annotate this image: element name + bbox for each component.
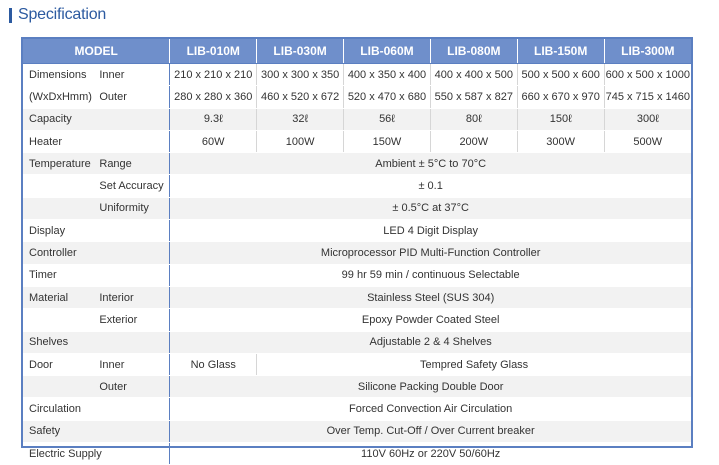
table-cell: 100W [257, 130, 344, 152]
model-col-header: LIB-060M [344, 39, 431, 64]
row-label: Door [23, 353, 95, 375]
row-material-exterior [23, 309, 691, 331]
table-cell: Silicone Packing Double Door [170, 376, 691, 398]
table-cell: 56ℓ [344, 108, 431, 130]
model-col-header: LIB-150M [517, 39, 604, 64]
table-cell: ± 0.5°C at 37°C [170, 197, 691, 219]
table-cell: Adjustable 2 & 4 Shelves [170, 331, 691, 353]
table-cell: 460 x 520 x 672 [257, 86, 344, 108]
model-col-header: LIB-030M [257, 39, 344, 64]
table-cell: 745 x 715 x 1460 [604, 86, 691, 108]
row-electric-supply [23, 443, 691, 465]
model-header: MODEL [23, 39, 170, 64]
specification-table [23, 39, 691, 465]
section-title: Specification [18, 6, 107, 23]
row-capacity [23, 108, 691, 130]
table-cell: 550 x 587 x 827 [430, 86, 517, 108]
table-cell: No Glass [170, 353, 257, 375]
model-col-header: LIB-010M [170, 39, 257, 64]
row-label-empty [23, 175, 95, 197]
row-temperature-accuracy [23, 175, 691, 197]
table-cell: 200W [430, 130, 517, 152]
row-safety [23, 420, 691, 442]
row-sublabel: Inner [95, 64, 169, 86]
table-cell: 400 x 350 x 400 [344, 64, 431, 86]
row-label: Dimensions [23, 64, 95, 86]
header-row [23, 39, 691, 64]
table-cell: 520 x 470 x 680 [344, 86, 431, 108]
row-shelves [23, 331, 691, 353]
table-cell: LED 4 Digit Display [170, 220, 691, 242]
table-cell: Microprocessor PID Multi-Function Controller [170, 242, 691, 264]
row-circulation [23, 398, 691, 420]
heading-accent-bar [9, 8, 12, 23]
table-cell: 500 x 500 x 600 [517, 64, 604, 86]
row-label: Display [23, 220, 170, 242]
table-cell: Over Temp. Cut-Off / Over Current breaker [170, 420, 691, 442]
table-cell: 500W [604, 130, 691, 152]
model-col-header: LIB-080M [430, 39, 517, 64]
table-cell: 400 x 400 x 500 [430, 64, 517, 86]
row-sublabel: Uniformity [95, 197, 169, 219]
row-material-interior [23, 286, 691, 308]
row-door-inner [23, 353, 691, 375]
row-sublabel: Range [95, 153, 169, 175]
table-cell: 80ℓ [430, 108, 517, 130]
section-heading [9, 4, 106, 26]
table-cell: 280 x 280 x 360 [170, 86, 257, 108]
row-label: Heater [23, 130, 170, 152]
table-cell: 150ℓ [517, 108, 604, 130]
table-cell: 210 x 210 x 210 [170, 64, 257, 86]
row-label-empty [23, 309, 95, 331]
row-sublabel: Interior [95, 286, 169, 308]
row-display [23, 220, 691, 242]
table-cell: 300ℓ [604, 108, 691, 130]
row-sublabel: Set Accuracy [95, 175, 169, 197]
row-label: Controller [23, 242, 170, 264]
row-sublabel: Outer [95, 86, 169, 108]
row-sublabel: Exterior [95, 309, 169, 331]
row-dimensions-inner [23, 64, 691, 86]
table-cell: 9.3ℓ [170, 108, 257, 130]
table-cell: Epoxy Powder Coated Steel [170, 309, 691, 331]
row-label: Circulation [23, 398, 170, 420]
row-timer [23, 264, 691, 286]
table-cell: Forced Convection Air Circulation [170, 398, 691, 420]
table-cell: 150W [344, 130, 431, 152]
table-cell: 110V 60Hz or 220V 50/60Hz [170, 443, 691, 465]
row-sublabel: Outer [95, 376, 169, 398]
table-cell: 32ℓ [257, 108, 344, 130]
table-cell: 600 x 500 x 1000 [604, 64, 691, 86]
row-sublabel: Inner [95, 353, 169, 375]
row-label: Safety [23, 420, 170, 442]
row-label: (WxDxHmm) [23, 86, 95, 108]
row-door-outer [23, 376, 691, 398]
row-label: Temperature [23, 153, 95, 175]
row-dimensions-outer [23, 86, 691, 108]
table-cell: Tempred Safety Glass [257, 353, 691, 375]
table-cell: 300W [517, 130, 604, 152]
row-label: Timer [23, 264, 170, 286]
row-heater [23, 130, 691, 152]
row-temperature-uniformity [23, 197, 691, 219]
specification-table-frame [21, 37, 693, 460]
model-col-header: LIB-300M [604, 39, 691, 64]
table-cell: Ambient ± 5°C to 70°C [170, 153, 691, 175]
table-cell: 660 x 670 x 970 [517, 86, 604, 108]
table-cell: 99 hr 59 min / continuous Selectable [170, 264, 691, 286]
row-label: Shelves [23, 331, 170, 353]
row-label-empty [23, 376, 95, 398]
row-label: Capacity [23, 108, 170, 130]
table-cell: Stainless Steel (SUS 304) [170, 286, 691, 308]
row-label: Electric Supply [23, 443, 170, 465]
table-cell: 300 x 300 x 350 [257, 64, 344, 86]
row-controller [23, 242, 691, 264]
row-temperature-range [23, 153, 691, 175]
row-label: Material [23, 286, 95, 308]
table-cell: ± 0.1 [170, 175, 691, 197]
row-label-empty [23, 197, 95, 219]
table-cell: 60W [170, 130, 257, 152]
